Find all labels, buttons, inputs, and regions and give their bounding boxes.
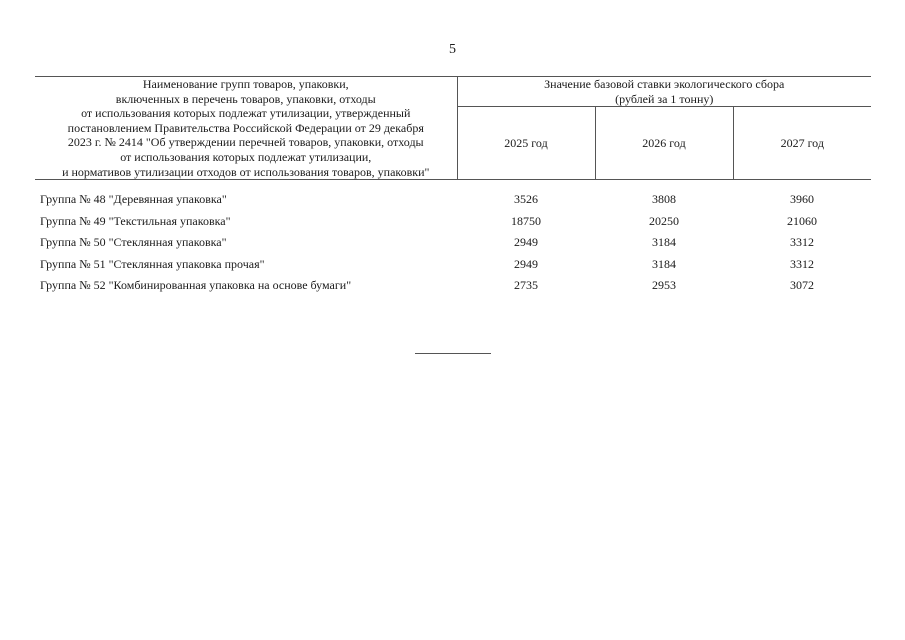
table-body — [35, 180, 871, 297]
table-header — [35, 77, 871, 180]
header-line: от использования которых подлежат утилизации, — [120, 149, 372, 164]
header-line: Значение базовой ставки экологического сбора — [544, 77, 785, 91]
row-group-name: Группа № 48 "Деревянная упаковка" — [40, 192, 227, 207]
row-group-name: Группа № 50 "Стеклянная упаковка" — [40, 235, 227, 250]
cell-rate-2025: 18750 — [511, 213, 541, 228]
cell-rate-2026: 3184 — [652, 256, 676, 271]
cell-rate-2027: 3960 — [790, 192, 814, 207]
column-header-base-rate — [457, 77, 871, 107]
column-header-year-2025: 2025 год — [457, 107, 595, 180]
row-group-name: Группа № 51 "Стеклянная упаковка прочая" — [40, 256, 265, 271]
column-header-year-2027: 2027 год — [733, 107, 871, 180]
cell-rate-2025: 3526 — [514, 192, 538, 207]
cell-rate-2025: 2949 — [514, 256, 538, 271]
row-group-name: Группа № 52 "Комбинированная упаковка на основе бумаги" — [40, 278, 352, 293]
column-header-group-name — [35, 77, 457, 180]
cell-rate-2025: 2735 — [514, 278, 538, 293]
header-line: Наименование групп товаров, упаковки, — [142, 77, 349, 92]
table-row — [35, 189, 871, 211]
cell-rate-2027: 21060 — [787, 213, 817, 228]
cell-rate-2027: 3312 — [790, 256, 814, 271]
header-line: включенных в перечень товаров, упаковки, отходы — [115, 91, 376, 106]
page-number: 5 — [449, 42, 456, 57]
header-line: 2023 г. № 2414 "Об утверждении перечней товаров, упаковки, отходы — [67, 135, 424, 150]
header-line: (рублей за 1 тонну) — [615, 91, 714, 106]
header-line: от использования которых подлежат утилизации, утвержденный — [81, 106, 411, 121]
header-line: постановлением Правительства Российской Федерации от 29 декабря — [67, 120, 424, 135]
cell-rate-2025: 2949 — [514, 235, 538, 250]
cell-rate-2026: 3808 — [652, 192, 676, 207]
table-row — [35, 275, 871, 297]
table-row — [35, 211, 871, 233]
column-header-year-2026: 2026 год — [595, 107, 733, 180]
rates-table — [35, 76, 871, 297]
cell-rate-2027: 3312 — [790, 235, 814, 250]
cell-rate-2027: 3072 — [790, 278, 814, 293]
table-row — [35, 254, 871, 276]
cell-rate-2026: 2953 — [652, 278, 676, 293]
cell-rate-2026: 3184 — [652, 235, 676, 250]
end-of-document-rule — [415, 353, 491, 354]
cell-rate-2026: 20250 — [649, 213, 679, 228]
header-line: и нормативов утилизации отходов от использования товаров, упаковки" — [62, 164, 430, 179]
table-row — [35, 232, 871, 254]
row-group-name: Группа № 49 "Текстильная упаковка" — [40, 213, 231, 228]
